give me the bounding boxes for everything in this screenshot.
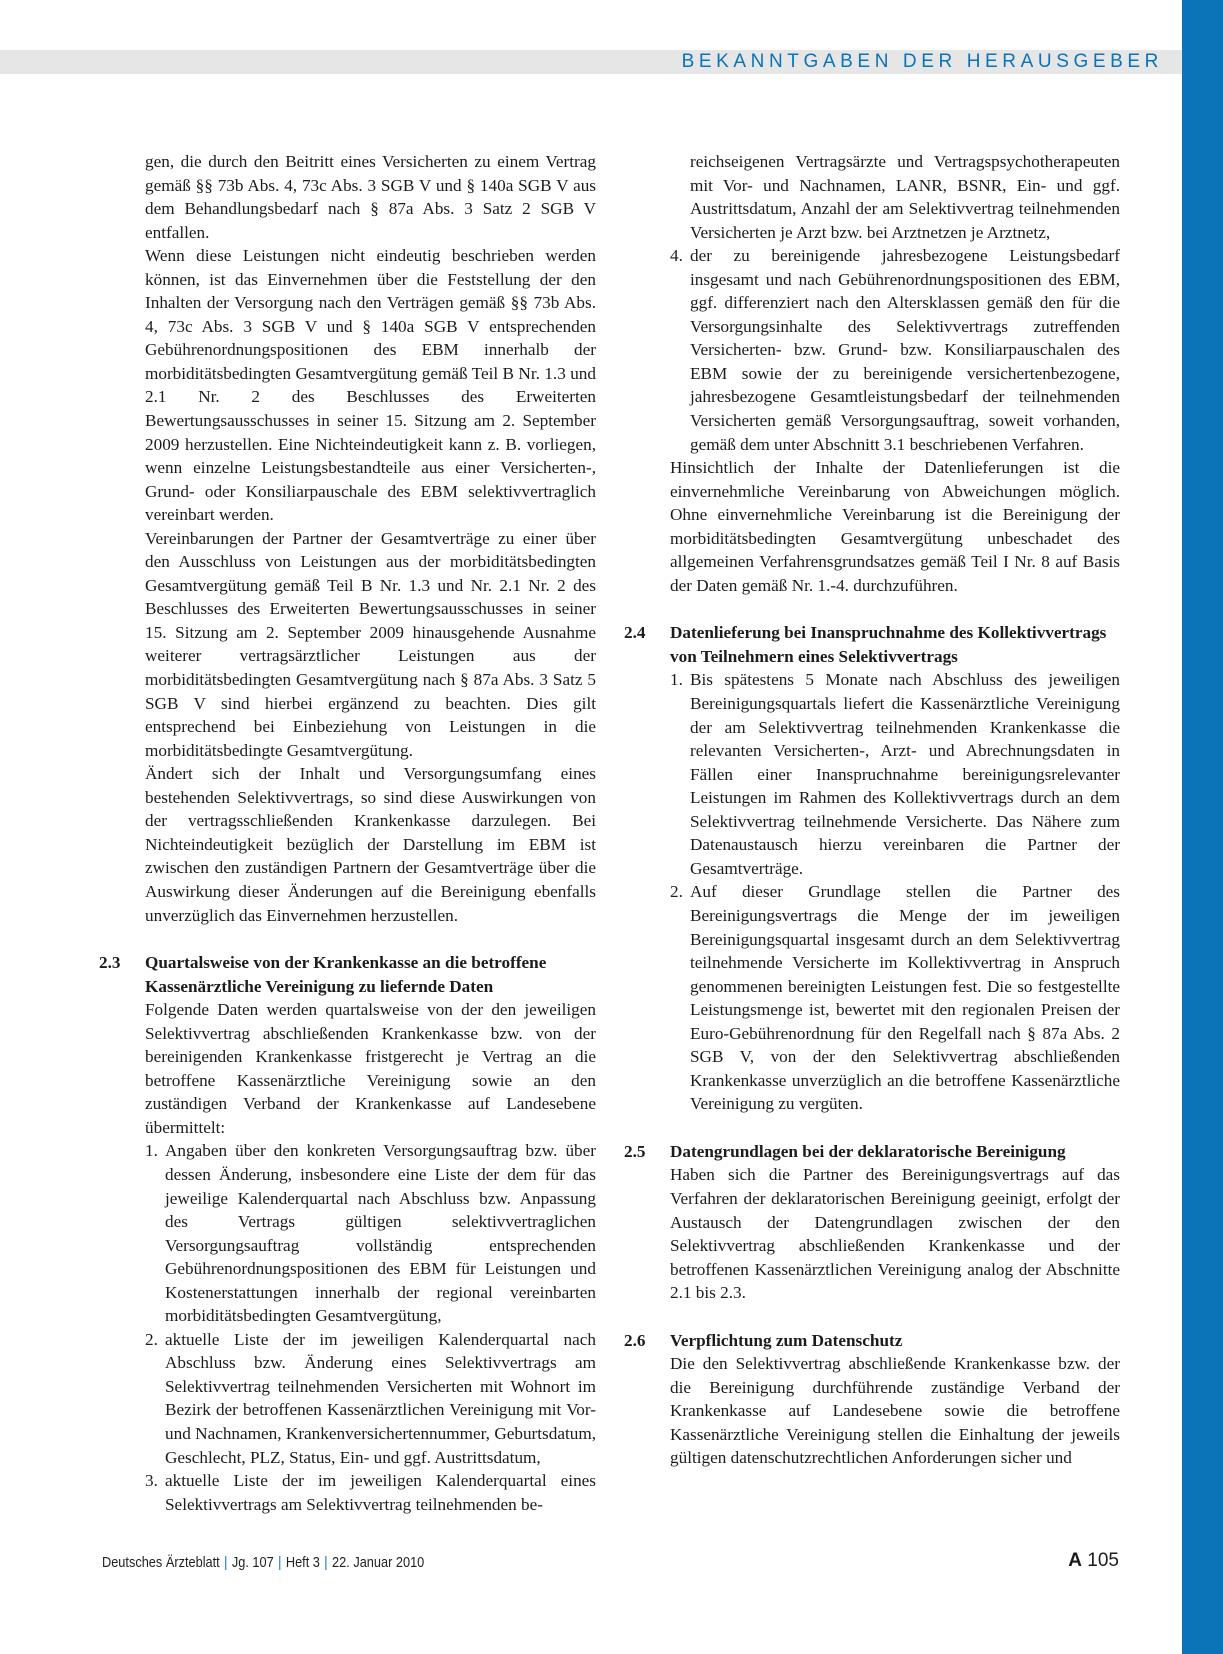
section-header: BEKANNTGABEN DER HERAUSGEBER	[681, 51, 1163, 72]
page-number-value: 105	[1087, 1550, 1119, 1571]
numbered-list	[670, 244, 1120, 456]
right-column	[624, 150, 1120, 1470]
volume: Jg. 107	[231, 1555, 274, 1571]
list-text: Auf dieser Grundlage stellen die Partner des Bereinigungsvertrags die Menge der im jeweiligen Bereinigungsquartal insgesamt durch an dem Selektivvertrag teilnehmende Versicherte im Kollektivvertrag in Anspruch genommenen bereinigten Leistungen fest. Die so festgestellte Leistungsmenge ist, bewertet mit den regionalen Preisen der Euro-Gebührenordnung für den Regelfall nach § 87a Abs. 2 SGB V, von der den Selektivvertrag abschließenden Krankenkasse unverzüglich an die betroffene Kassenärztliche Vereinigung zu vergüten.	[690, 882, 1120, 1114]
list-text: aktuelle Liste der im jeweiligen Kalenderquartal eines Selektivvertrags am Selektivvertrag teilnehmenden be-	[165, 1471, 596, 1514]
section-number: 2.3	[99, 953, 121, 973]
list-item	[670, 244, 1120, 456]
list-item-continuation: reichseigenen Vertragsärzte und Vertragspsychotherapeuten mit Vor- und Nachnamen, LANR, BSNR, Ein- und ggf. Austrittsdatum, Anzahl der am Selektivvertrag teilnehmenden Versicherten je Arzt bzw. bei Arztnetzen je Arztnetz,	[690, 152, 1120, 242]
numbered-list	[670, 668, 1120, 1115]
side-color-bar	[1182, 0, 1223, 1654]
footer-separator: |	[278, 1555, 282, 1571]
footer-separator: |	[224, 1555, 228, 1571]
list-number: 4.	[670, 246, 683, 266]
paragraph: Haben sich die Partner des Bereinigungsvertrags auf das Verfahren der deklaratorischen Bereinigung geeinigt, erfolgt der Austausch der Datengrundlagen zwischen der den Selektivvertrag abschließenden Krankenkasse und der betroffenen Kassenärztlichen Vereinigung analog der Abschnitte 2.1 bis 2.3.	[670, 1165, 1120, 1303]
section-2-5	[624, 1140, 1120, 1305]
list-number: 2.	[670, 882, 683, 902]
section-number: 2.4	[624, 623, 646, 643]
section-number: 2.6	[624, 1330, 646, 1350]
numbered-list	[145, 1139, 596, 1516]
section-title: Datenlieferung bei Inanspruchnahme des Kollektivvertrags von Teilnehmern eines Selektivvertrags	[670, 623, 1107, 666]
list-number: 2.	[145, 1329, 158, 1349]
footer-separator: |	[324, 1555, 328, 1571]
list-item	[145, 1328, 596, 1469]
section-2-6	[624, 1329, 1120, 1470]
section-title: Verpflichtung zum Datenschutz	[670, 1330, 903, 1350]
section-number: 2.5	[624, 1141, 646, 1161]
list-item	[145, 1139, 596, 1327]
page-number	[1068, 1550, 1119, 1572]
section-2-4	[624, 621, 1120, 1115]
list-item	[670, 880, 1120, 1115]
list-number: 1.	[670, 670, 683, 690]
list-item	[145, 1469, 596, 1516]
issue: Heft 3	[285, 1555, 320, 1571]
list-text: Bis spätestens 5 Monate nach Abschluss des jeweiligen Bereinigungsquartals liefert die Kassenärztliche Vereinigung der am Selektivvertrag teilnehmenden Krankenkasse die relevanten Versicherten-, Arzt- und Abrechnungsdaten in Fällen einer Inanspruchnahme bereinigungsrelevanter Leistungen im Rahmen des Kollektivvertrags durch an dem Selektivvertrag teilnehmende Versicherte. Das Nähere zum Datenaustausch hierzu vereinbaren die Partner der Gesamtverträge.	[690, 670, 1120, 878]
list-number: 1.	[145, 1141, 158, 1161]
left-column	[99, 150, 596, 1516]
paragraph: gen, die durch den Beitritt eines Versicherten zu einem Vertrag gemäß §§ 73b Abs. 4, 73c Abs. 3 SGB V und § 140a SGB V aus dem Behandlungsbedarf nach § 87a Abs. 3 Satz 2 SGB V entfallen.	[145, 152, 596, 242]
paragraph: Ändert sich der Inhalt und Versorgungsumfang eines bestehenden Selektivvertrags, so sind diese Auswirkungen von der vertragsschließenden Krankenkasse darzulegen. Bei Nichteindeutigkeit bezüglich der Darstellung im EBM ist zwischen den zuständigen Partnern der Gesamtverträge über die Auswirkung dieser Änderungen auf die Bereinigung ebenfalls unverzüglich das Einvernehmen herzustellen.	[145, 764, 596, 925]
list-number: 3.	[145, 1471, 158, 1491]
paragraph: Vereinbarungen der Partner der Gesamtverträge zu einer über den Ausschluss von Leistungen aus der morbiditätsbedingten Gesamtvergütung gemäß Teil B Nr. 1.3 und Nr. 2.1 Nr. 2 des Beschlusses des Erweiterten Bewertungsausschusses in seiner 15. Sitzung am 2. September 2009 hinausgehende Ausnahme weiterer vertragsärztlicher Leistungen aus der morbiditätsbedingten Gesamtvergütung nach § 87a Abs. 3 Satz 5 SGB V sind hierbei ergänzend zu beachten. Dies gilt entsprechend bei Einbeziehung von Leistungen in die morbiditätsbedingte Gesamtvergütung.	[145, 528, 596, 760]
section-2-3	[99, 951, 596, 1516]
page-prefix: A	[1068, 1550, 1083, 1571]
paragraph: Wenn diese Leistungen nicht eindeutig beschrieben werden können, ist das Einvernehmen über die Feststellung der den Inhalten der Versorgung nach den Verträgen gemäß §§ 73b Abs. 4, 73c Abs. 3 SGB V und § 140a SGB V entsprechenden Gebührenordnungspositionen des EBM innerhalb der morbiditätsbedingten Gesamtvergütung gemäß Teil B Nr. 1.3 und 2.1 Nr. 2 des Beschlusses des Erweiterten Bewertungsausschusses in seiner 15. Sitzung am 2. September 2009 herzustellen. Eine Nichteindeutigkeit kann z. B. vorliegen, wenn einzelne Leistungsbestandteile aus einer Versicherten-, Grund- oder Konsiliarpauschale des EBM selektivvertraglich vereinbart werden.	[145, 246, 596, 525]
list-text: Angaben über den konkreten Versorgungsauftrag bzw. über dessen Änderung, insbesondere eine Liste der dem für das jeweilige Kalenderquartal nach Abschluss bzw. Anpassung des Vertrags gültigen selektivvertraglichen Versorgungsauftrag vollständig entsprechenden Gebührenordnungspositionen des EBM für Leistungen und Kostenerstattungen innerhalb der regional vereinbarten morbiditätsbedingten Gesamtvergütung,	[165, 1141, 596, 1326]
date: 22. Januar 2010	[332, 1555, 425, 1571]
section-title: Datengrundlagen bei der deklaratorische Bereinigung	[670, 1141, 1066, 1161]
footer-citation	[102, 1555, 424, 1571]
journal-name: Deutsches Ärzteblatt	[102, 1555, 220, 1571]
list-text: aktuelle Liste der im jeweiligen Kalenderquartal nach Abschluss bzw. Änderung eines Selektivvertrags am Selektivvertrag teilnehmenden Versicherten mit Wohnort im Bezirk der betroffenen Kassenärztlichen Vereinigung mit Vor- und Nachnamen, Krankenversichertennummer, Geburtsdatum, Geschlecht, PLZ, Status, Ein- und ggf. Austrittsdatum,	[165, 1329, 596, 1467]
paragraph: Hinsichtlich der Inhalte der Datenlieferungen ist die einvernehmliche Vereinbarung von Abweichungen möglich. Ohne einvernehmliche Vereinbarung ist die Bereinigung der morbiditätsbedingten Gesamtvergütung unbeschadet des allgemeinen Verfahrensgrundsatzes gemäß Teil I Nr. 8 auf Basis der Daten gemäß Nr. 1.-4. durchzuführen.	[670, 458, 1120, 595]
paragraph: Die den Selektivvertrag abschließende Krankenkasse bzw. der die Bereinigung durchführende zuständige Verband der Krankenkasse auf Landesebene sowie die betroffene Kassenärztliche Vereinigung stellen die Einhaltung der jeweils gültigen datenschutzrechtlichen Anforderungen sicher und	[670, 1354, 1120, 1468]
section-title: Quartalsweise von der Krankenkasse an die betroffene Kassenärztliche Vereinigung zu liefernde Daten	[145, 953, 547, 996]
list-item	[670, 668, 1120, 880]
list-text: der zu bereinigende jahresbezogene Leistungsbedarf insgesamt und nach Gebührenordnungspositionen des EBM, ggf. differenziert nach den Altersklassen gemäß den für die Versorgungsinhalte des Selektivvertrags zutreffenden Versicherten- bzw. Grund- bzw. Konsiliarpauschalen des EBM sowie der zu bereinigende versichertenbezogene, jahresbezogene Gesamtleistungsbedarf der teilnehmenden Versicherten gemäß Versorgungsauftrag, soweit vorhanden, gemäß dem unter Abschnitt 3.1 beschriebenen Verfahren.	[690, 246, 1120, 454]
paragraph: Folgende Daten werden quartalsweise von der den jeweiligen Selektivvertrag abschließenden Krankenkasse bzw. von der bereinigenden Krankenkasse fristgerecht je Vertrag an die betroffene Kassenärztliche Vereinigung sowie an den zuständigen Verband der Krankenkasse auf Landesebene übermittelt:	[145, 1000, 596, 1137]
